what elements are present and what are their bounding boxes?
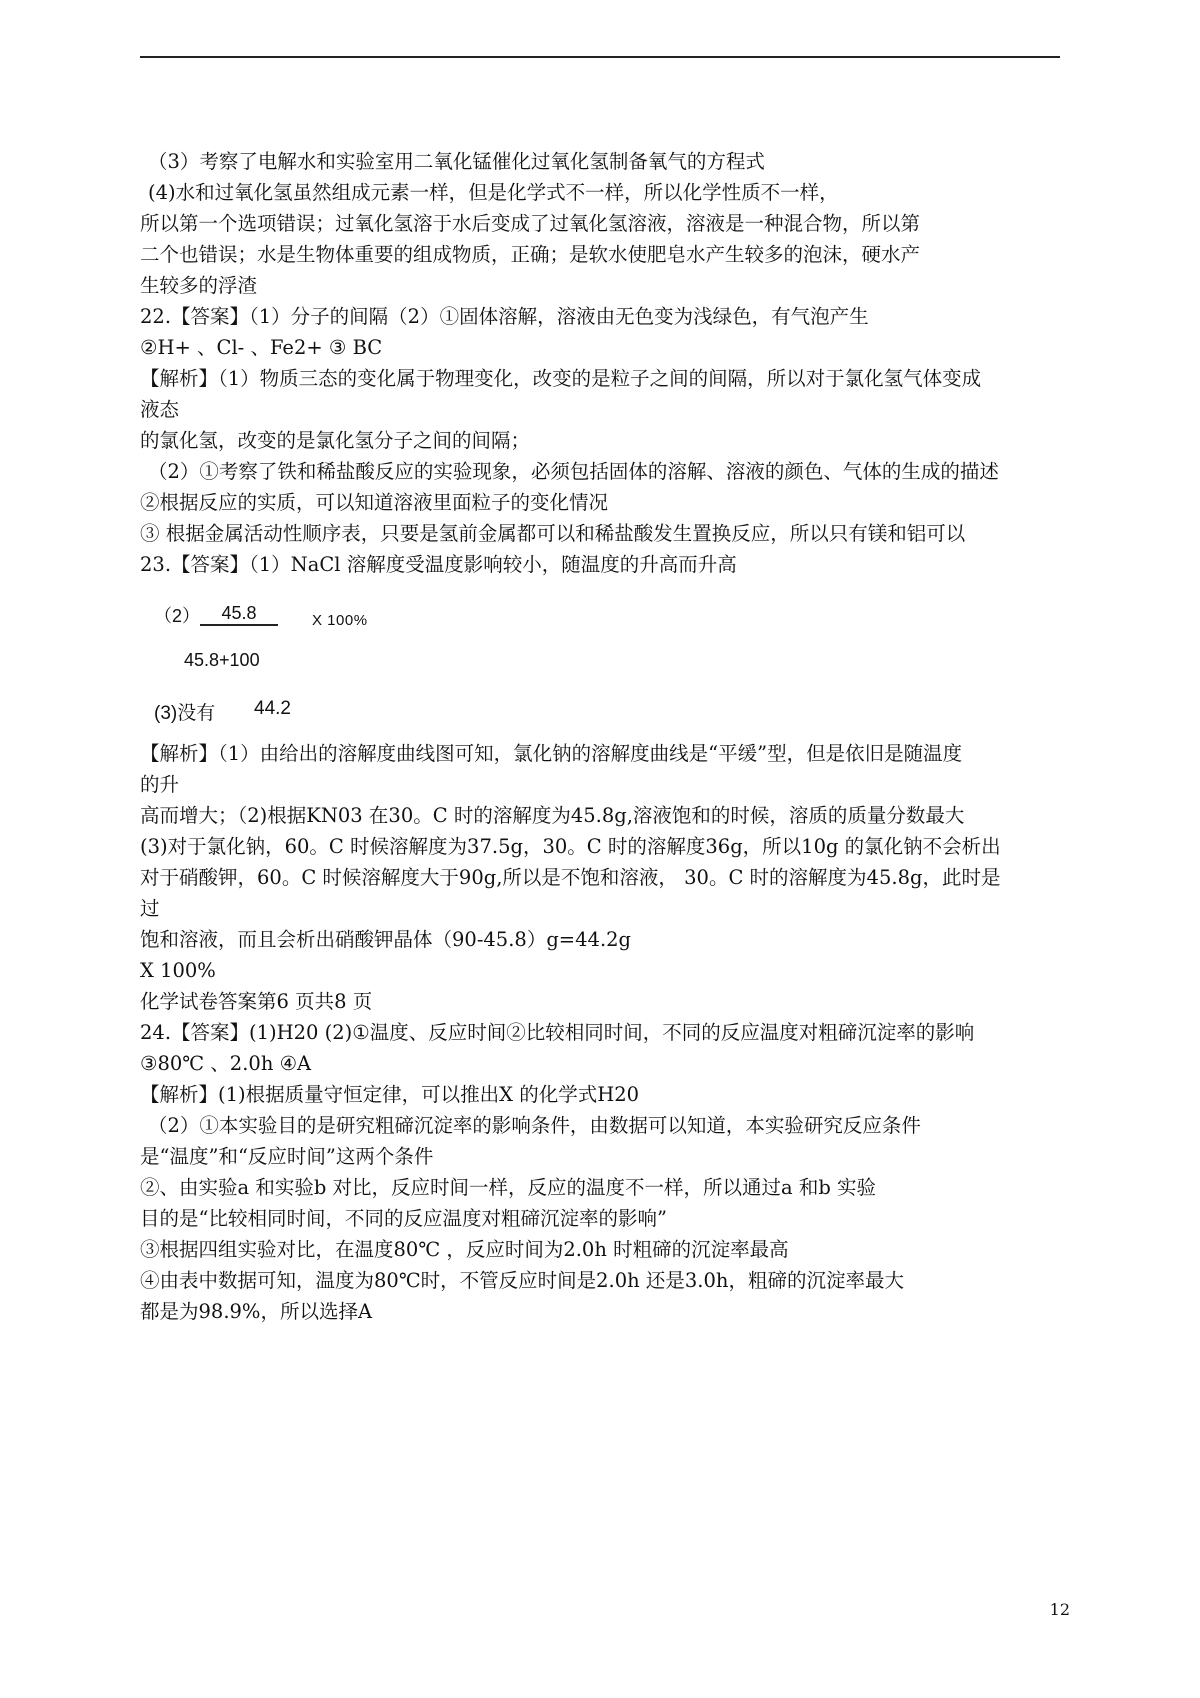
text-line: 都是为98.9%，所以选择A (140, 1300, 373, 1323)
text-line: ③ 根据金属活动性顺序表，只要是氢前金属都可以和稀盐酸发生置换反应，所以只有镁和铝可以 (140, 522, 966, 545)
text-line: 对于硝酸钾，60。C 时候溶解度大于90g,所以是不饱和溶液， 30。C 时的溶解度为45.8g，此时是 (140, 866, 1001, 889)
text-line: ④由表中数据可知，温度为80℃时，不管反应时间是2.0h 还是3.0h，粗碲的沉淀率最大 (140, 1269, 904, 1292)
text-line: ②H+ 、Cl- 、Fe2+ ③ BC (140, 336, 383, 359)
text-line: ③80℃ 、2.0h ④A (140, 1052, 312, 1075)
text-line: ③根据四组实验对比，在温度80℃ ，反应时间为2.0h 时粗碲的沉淀率最高 (140, 1238, 789, 1261)
text-line: 【解析】（1）物质三态的变化属于物理变化，改变的是粒子之间的间隔，所以对于氯化氢气体变成 (140, 367, 982, 390)
text-line: 的升 (140, 773, 180, 796)
text-line: 目的是“比较相同时间，不同的反应温度对粗碲沉淀率的影响” (140, 1207, 667, 1230)
text-line: 所以第一个选项错误；过氧化氢溶于水后变成了过氧化氢溶液，溶液是一种混合物，所以第 (140, 212, 921, 235)
text-line: X 100% (140, 959, 216, 982)
text-line: ②、由实验a 和实验b 对比，反应时间一样，反应的温度不一样，所以通过a 和b 实验 (140, 1176, 877, 1199)
formula-label: （2） (154, 606, 201, 626)
formula-numerator: 45.8 (200, 602, 278, 626)
text-line: 【解析】（1）由给出的溶解度曲线图可知，氯化钠的溶解度曲线是“平缓”型，但是依旧是随温度 (140, 742, 963, 765)
page-number: 12 (1049, 1600, 1070, 1619)
text-line: 化学试卷答案第6 页共8 页 (140, 990, 373, 1013)
q3-answer (140, 688, 1080, 738)
text-line: 二个也错误；水是生物体重要的组成物质，正确；是软水使肥皂水产生较多的泡沫，硬水产 (140, 243, 921, 266)
text-line: 22.【答案】（1）分子的间隔（2）①固体溶解，溶液由无色变为浅绿色，有气泡产生 (140, 305, 869, 328)
text-line: (3)对于氯化钠，60。C 时候溶解度为37.5g，30。C 时的溶解度36g，所以10g 的氯化钠不会析出 (140, 835, 1001, 858)
text-line: 24.【答案】(1)H20 (2)①温度、反应时间②比较相同时间，不同的反应温度对粗碲沉淀率的影响 (140, 1021, 975, 1044)
text-line: 的氯化氢，改变的是氯化氢分子之间的间隔； (140, 429, 531, 452)
q3-label: (3)没有 (154, 703, 216, 724)
formula-denominator: 45.8+100 (184, 650, 260, 670)
text-line: 高而增大；（2)根据KN03 在30。C 时的溶解度为45.8g,溶液饱和的时候，溶质的质量分数最大 (140, 804, 965, 827)
text-line: 过 (140, 897, 160, 920)
text-line: ②根据反应的实质，可以知道溶液里面粒子的变化情况 (140, 491, 609, 514)
header-rule (140, 56, 1060, 58)
text-line: 液态 (140, 398, 180, 421)
text-line: 生较多的浮渣 (140, 274, 258, 297)
answer-text-block-2 (140, 738, 1080, 1327)
q3-value: 44.2 (254, 698, 291, 719)
text-line: 【解析】(1)根据质量守恒定律，可以推出X 的化学式H20 (140, 1083, 640, 1106)
mass-fraction-formula (140, 580, 1080, 688)
text-line: 是“温度”和“反应时间”这两个条件 (140, 1145, 434, 1168)
text-line: （2）①本实验目的是研究粗碲沉淀率的影响条件，由数据可以知道，本实验研究反应条件 (148, 1114, 921, 1137)
formula-multiplier: X 100% (312, 612, 368, 629)
text-line: 23.【答案】（1）NaCl 溶解度受温度影响较小，随温度的升高而升高 (140, 553, 737, 576)
document-body (140, 146, 1080, 1327)
answer-text-block-1 (140, 146, 1080, 580)
text-line: （2）①考察了铁和稀盐酸反应的实验现象，必须包括固体的溶解、溶液的颜色、气体的生成的描述 (148, 460, 999, 483)
text-line: (4)水和过氧化氢虽然组成元素一样，但是化学式不一样，所以化学性质不一样， (148, 181, 839, 204)
text-line: （3）考察了电解水和实验室用二氧化锰催化过氧化氢制备氧气的方程式 (148, 150, 765, 173)
text-line: 饱和溶液，而且会析出硝酸钾晶体（90-45.8）g=44.2g (140, 928, 632, 951)
